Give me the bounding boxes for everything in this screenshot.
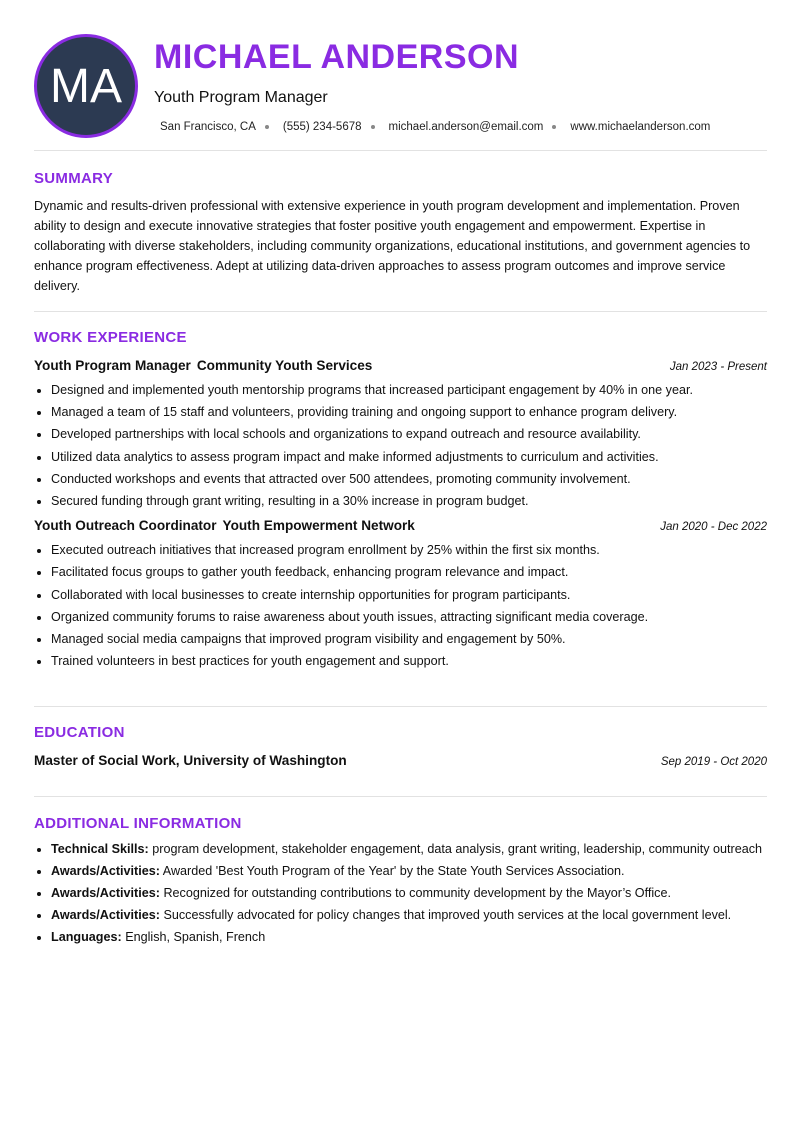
contact-location: San Francisco, CA	[160, 121, 256, 133]
info-label: Technical Skills:	[51, 842, 149, 856]
info-label: Awards/Activities:	[51, 864, 160, 878]
resume-header	[34, 34, 767, 138]
contact-phone: (555) 234-5678	[282, 121, 362, 133]
list-item: • Secured funding through grant writing, resulting in a 30% increase in program budget.	[51, 490, 767, 512]
summary-section	[34, 170, 767, 296]
info-label: Awards/Activities:	[51, 886, 160, 900]
list-item	[51, 906, 767, 925]
candidate-title: Youth Program Manager	[154, 89, 328, 106]
additional-heading: ADDITIONAL INFORMATION	[34, 815, 242, 832]
info-text: Successfully advocated for policy changes that improved youth services at the local government level.	[163, 908, 732, 922]
list-item: • Organized community forums to raise awareness about youth issues, attracting significant media coverage.	[51, 606, 767, 628]
list-item: • Collaborated with local businesses to create internship opportunities for program participants.	[51, 584, 767, 606]
contact-email[interactable]: michael.anderson@email.com	[388, 121, 544, 133]
job-bullets	[34, 539, 767, 672]
education-section	[34, 724, 767, 768]
dot-separator-icon	[552, 125, 556, 129]
info-text: Recognized for outstanding contributions to community development by the Mayor’s Office.	[163, 886, 671, 900]
list-item	[51, 862, 767, 881]
divider	[34, 150, 767, 151]
info-text: English, Spanish, French	[125, 930, 266, 944]
list-item: • Utilized data analytics to assess program impact and make informed adjustments to curriculum and activities.	[51, 446, 767, 468]
job-header	[34, 358, 767, 373]
list-item: • Developed partnerships with local schools and organizations to expand outreach and resource availability.	[51, 423, 767, 445]
experience-section	[34, 329, 767, 672]
divider	[34, 796, 767, 797]
list-item: • Trained volunteers in best practices for youth engagement and support.	[51, 650, 767, 672]
additional-section	[34, 815, 767, 950]
job-entry	[34, 358, 767, 512]
divider	[34, 311, 767, 312]
job-bullets	[34, 379, 767, 512]
job-company: Community Youth Services	[196, 358, 373, 373]
dot-separator-icon	[265, 125, 269, 129]
list-item: • Managed a team of 15 staff and volunteers, providing training and ongoing support to enhance program delivery.	[51, 401, 767, 423]
info-label: Languages:	[51, 930, 122, 944]
info-text: Awarded 'Best Youth Program of the Year' by the State Youth Services Association.	[162, 864, 625, 878]
contact-website[interactable]: www.michaelanderson.com	[570, 121, 711, 133]
list-item	[51, 928, 767, 947]
job-company: Youth Empowerment Network	[222, 518, 415, 534]
dot-separator-icon	[371, 125, 375, 129]
education-heading: EDUCATION	[34, 724, 125, 741]
contact-bar	[160, 121, 710, 133]
job-header	[34, 518, 767, 533]
experience-heading: WORK EXPERIENCE	[34, 329, 187, 346]
summary-text: Dynamic and results-driven professional with extensive experience in youth program development and implementation. Proven ability to design and execute innovative strategies that foster positive youth engagement and empowerment. Expertise in collaborating with diverse stakeholders, including community organizations, educational institutions, and government agencies to enhance program effectiveness. Adept at utilizing data-driven approaches to assess program outcomes and improve service delivery.	[34, 199, 751, 293]
list-item: • Designed and implemented youth mentorship programs that increased participant engagement by 40% in one year.	[51, 379, 767, 401]
avatar	[34, 34, 138, 138]
info-label: Awards/Activities:	[51, 908, 160, 922]
job-dates: Jan 2020 - Dec 2022	[660, 521, 767, 534]
list-item: • Managed social media campaigns that improved program visibility and engagement by 50%.	[51, 628, 767, 650]
education-dates: Sep 2019 - Oct 2020	[660, 756, 767, 768]
list-item: • Facilitated focus groups to gather youth feedback, enhancing program relevance and impact.	[51, 561, 767, 583]
job-role: Youth Outreach Coordinator	[34, 518, 217, 534]
info-text: program development, stakeholder engagement, data analysis, grant writing, leadership, community outreach	[152, 842, 762, 856]
summary-heading: SUMMARY	[34, 170, 114, 187]
education-entry	[34, 753, 767, 768]
additional-list	[34, 840, 767, 947]
divider	[34, 706, 767, 707]
job-role-line	[34, 358, 372, 373]
education-degree: Master of Social Work, University of Washington	[34, 753, 347, 768]
job-role-line	[34, 518, 415, 533]
job-dates: Jan 2023 - Present	[669, 361, 767, 373]
list-item	[51, 884, 767, 903]
job-entry	[34, 518, 767, 672]
list-item: • Executed outreach initiatives that increased program enrollment by 25% within the first six months.	[51, 539, 767, 561]
list-item	[51, 840, 767, 859]
candidate-name: MICHAEL ANDERSON	[154, 38, 520, 76]
list-item: • Conducted workshops and events that attracted over 500 attendees, promoting community involvement.	[51, 468, 767, 490]
avatar-initials: MA	[50, 59, 122, 113]
job-role: Youth Program Manager	[34, 358, 191, 373]
